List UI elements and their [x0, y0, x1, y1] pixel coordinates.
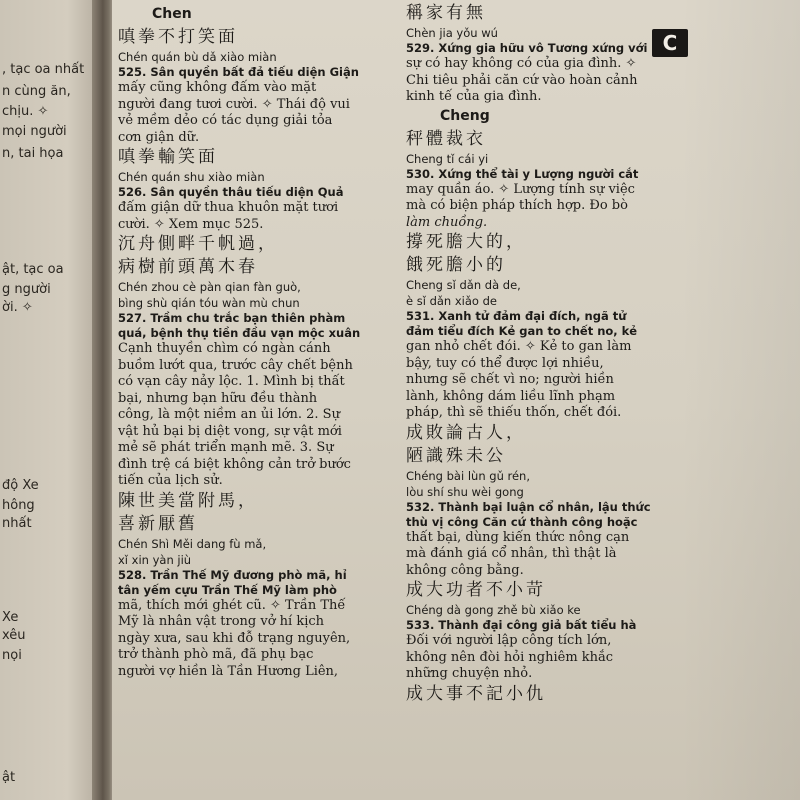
definition-line: không công bằng. — [406, 562, 524, 578]
entry-title: 525. Sân quyền bất đả tiếu diện Giận — [118, 65, 359, 79]
definition-line: người đang tươi cười. ✧ Thái độ vui — [118, 96, 350, 112]
left-page-fragment: , tạc oa nhất — [2, 62, 85, 77]
entry-title: 532. Thành bại luận cổ nhân, lậu thức — [406, 499, 651, 514]
left-page — [0, 0, 96, 800]
left-page-fragment: nọi — [2, 648, 22, 663]
entry-title: 527. Trầm chu trắc bạn thiên phàm — [118, 311, 346, 325]
entry-title: 530. Xứng thể tài y Lượng người cắt — [406, 166, 639, 181]
page-shadow — [680, 0, 800, 800]
pinyin-line: Chén quán shu xiào miàn — [118, 170, 265, 184]
definition-line: bại, nhưng bạn hữu đều thành — [118, 390, 318, 406]
pinyin-line: xǐ xin yàn jiù — [118, 552, 192, 567]
left-page-fragment: ật, tạc oa — [2, 262, 64, 277]
entry-title: thù vị công Căn cứ thành công hoặc — [406, 514, 638, 529]
left-page-fragment: ời. ✧ — [2, 300, 33, 315]
definition-line: bậy, tuy có thể được lợi nhiều, — [406, 355, 604, 371]
entry-title: 529. Xứng gia hữu vô Tương xứng với — [406, 41, 648, 55]
chinese-proverb: 病樹前頭萬木春 — [118, 257, 258, 277]
left-page-fragment: chịu. ✧ — [2, 104, 49, 119]
left-page-fragment: n cùng ăn, — [2, 84, 71, 99]
definition-line: những chuyện nhỏ. — [406, 666, 533, 681]
left-page-fragment: độ Xe — [2, 478, 39, 493]
pinyin-line: Chéng dà gong zhě bù xiǎo ke — [406, 603, 581, 617]
left-page-fragment: Xe — [2, 610, 19, 625]
pinyin-line: Chén quán bù dǎ xiào miàn — [118, 50, 277, 64]
chinese-proverb: 餓死膽小的 — [406, 255, 506, 275]
definition-line: có vạn cây nảy lộc. 1. Mình bị thất — [118, 374, 345, 389]
definition-line: kinh tế của gia đình. — [406, 89, 542, 104]
definition-line: pháp, thì sẽ thiếu thốn, chết đói. — [406, 405, 622, 420]
pinyin-line: è sǐ dǎn xiǎo de — [406, 294, 497, 308]
pinyin-line: Cheng tǐ cái yi — [406, 151, 489, 166]
chinese-proverb: 稱家有無 — [406, 3, 486, 23]
definition-line: lành, không dám liều lĩnh phạm — [406, 388, 616, 404]
definition-line: cơn giận dữ. — [118, 129, 200, 145]
chinese-proverb: 陋識殊未公 — [406, 445, 506, 466]
chinese-proverb: 沉舟側畔千帆過， — [118, 234, 278, 254]
entry-title: quá, bệnh thụ tiền đầu vạn mộc xuân — [118, 326, 361, 340]
dictionary-column-left — [118, 0, 396, 680]
definition-line: đấm giận dữ thua khuôn mặt tươi — [118, 200, 339, 215]
definition-line: tiến của lịch sử. — [118, 473, 223, 488]
definition-line: vật hủ bại bị diệt vong, sự vật mới — [118, 423, 342, 439]
definition-line: nhưng sẽ chết vì no; người hiền — [406, 372, 614, 387]
definition-line: mấy cũng không đấm vào mặt — [118, 80, 317, 95]
definition-line: người vợ hiền là Tần Hương Liên, — [118, 663, 339, 679]
definition-line: không nên đòi hỏi nghiêm khắc — [406, 649, 614, 665]
chinese-proverb: 成大功者不小苛 — [406, 580, 546, 600]
section-heading: Chen — [152, 6, 192, 22]
chinese-proverb: 秤體裁衣 — [406, 128, 486, 149]
definition-line: gan nhỏ chết đói. ✧ Kẻ to gan làm — [406, 339, 632, 354]
left-page-fragment: mọi người — [2, 124, 67, 139]
chinese-proverb: 嗔拳輸笑面 — [118, 147, 218, 167]
definition-line: mẻ sẽ phát triển mạnh mẽ. 3. Sự — [118, 440, 334, 455]
definition-line: thất bại, dùng kiến thức nông cạn — [406, 529, 630, 545]
entry-title: 533. Thành đại công giả bất tiểu hà — [406, 618, 637, 632]
definition-line: mã, thích mới ghét cũ. ✧ Trần Thế — [118, 597, 346, 613]
pinyin-line: Cheng sǐ dǎn dà de, — [406, 278, 521, 292]
chinese-proverb: 喜新厭舊 — [118, 513, 198, 534]
section-letter-tab: C — [652, 29, 688, 57]
pinyin-line: bìng shù qián tóu wàn mù chun — [118, 296, 300, 310]
entry-title: đảm tiểu đích Kẻ gan to chết no, kẻ — [406, 324, 638, 338]
definition-line: ngày xưa, sau khi đỗ trạng nguyên, — [118, 630, 351, 646]
definition-line: may quần áo. ✧ Lượng tính sự việc — [406, 181, 635, 197]
definition-line: Đối với người lập công tích lớn, — [406, 633, 612, 648]
definition-line: mà đánh giá cổ nhân, thì thật là — [406, 546, 617, 561]
section-heading: Cheng — [440, 107, 490, 124]
left-page-fragment: n, tai họa — [2, 146, 64, 161]
definition-line: trở thành phò mã, đã phụ bạc — [118, 647, 314, 662]
definition-line: buồm lướt qua, trước cây chết bệnh — [118, 357, 353, 373]
left-page-fragment: g người — [2, 282, 51, 297]
definition-line: vẻ mềm dẻo có tác dụng giải tỏa — [118, 113, 333, 128]
pinyin-line: Chén Shì Měi dang fù mǎ, — [118, 536, 267, 551]
entry-title: 526. Sân quyền thâu tiếu diện Quả — [118, 185, 344, 199]
pinyin-line: Chéng bài lùn gǔ rén, — [406, 468, 531, 483]
left-page-fragment: ật — [2, 770, 16, 785]
entry-title: 528. Trần Thế Mỹ đương phò mã, hỉ — [118, 567, 347, 582]
definition-line: Chi tiêu phải căn cứ vào hoàn cảnh — [406, 72, 638, 88]
chinese-proverb: 撐死膽大的， — [406, 232, 526, 252]
definition-line: làm chuồng. — [406, 214, 488, 230]
left-page-fragment: xêu — [2, 628, 26, 643]
definition-line: Mỹ là nhân vật trong vở hí kịch — [118, 614, 325, 629]
left-page-fragment: hông — [2, 498, 35, 513]
dictionary-column-right — [406, 0, 651, 706]
definition-line: đình trệ cá biệt không cản trở bước — [118, 456, 351, 472]
chinese-proverb: 陳世美當附馬， — [118, 490, 258, 511]
left-page-fragment: nhất — [2, 516, 32, 531]
pinyin-line: Chèn jia yǒu wú — [406, 26, 498, 40]
definition-line: sự có hay không có của gia đình. ✧ — [406, 56, 637, 71]
definition-line: Cạnh thuyền chìm có ngàn cánh — [118, 341, 331, 356]
entry-title: tân yếm cựu Trần Thế Mỹ làm phò — [118, 582, 337, 597]
definition-line: cười. ✧ Xem mục 525. — [118, 216, 264, 232]
chinese-proverb: 成大事不記小仇 — [406, 683, 546, 704]
chinese-proverb: 嗔拳不打笑面 — [118, 27, 238, 47]
definition-line: công, là một niềm an ủi lớn. 2. Sự — [118, 407, 340, 422]
definition-line: mà có biện pháp thích hợp. Đo bò — [406, 198, 628, 213]
pinyin-line: lòu shí shu wèi gong — [406, 484, 524, 499]
entry-title: 531. Xanh tử đảm đại đích, ngã tử — [406, 309, 627, 323]
pinyin-line: Chén zhou cè pàn qian fàn guò, — [118, 280, 301, 294]
chinese-proverb: 成敗論古人， — [406, 422, 526, 443]
